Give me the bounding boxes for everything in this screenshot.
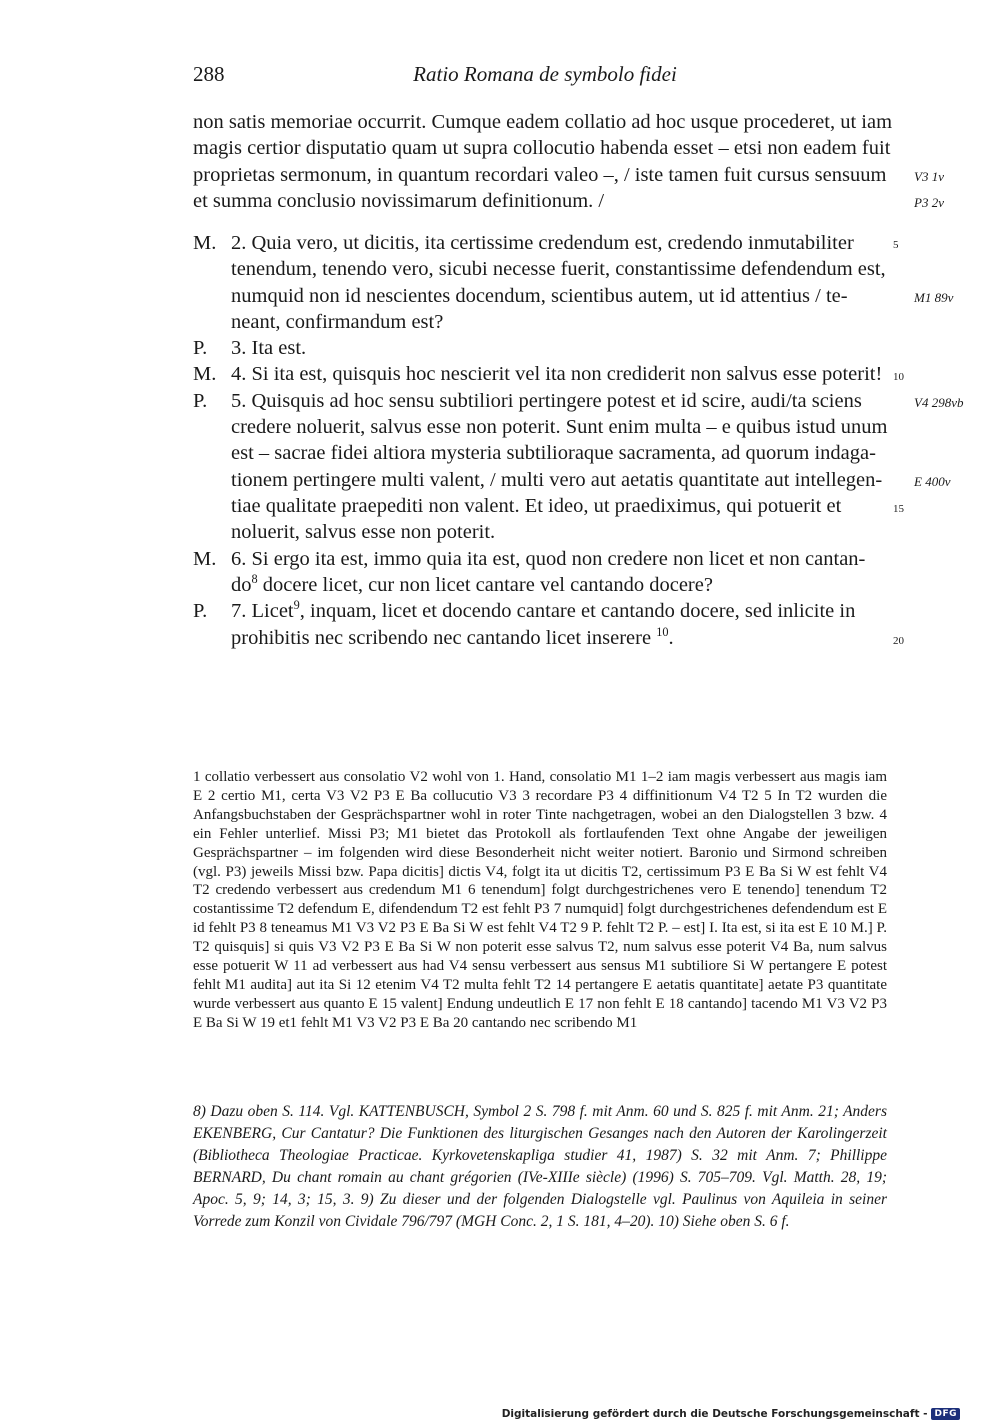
text-line: 2. Quia vero, ut dicitis, ita certissime credendum est, credendo inmutabiliter — [231, 232, 854, 254]
text-line: 3. Ita est. — [231, 337, 307, 359]
text-fragment: prohibitis nec scribendo nec cantando licet inserere — [231, 627, 652, 649]
speaker-label: P. — [193, 600, 208, 622]
footnote-marker: 10 — [656, 625, 669, 640]
text-line: est – sacrae fidei altiora mysteria subtilioraque sacramenta, ad quorum indaga- — [231, 442, 876, 464]
digitization-credit — [502, 1408, 960, 1420]
text-fragment: , inquam, licet et docendo cantare et cantando docere, sed inlicite in — [299, 600, 856, 622]
line-number: 15 — [893, 503, 904, 515]
speaker-label: M. — [193, 232, 217, 254]
line-number: 10 — [893, 371, 904, 383]
text-line: credere noluerit, salvus esse non poterit. Sunt enim multa – e quibus istud unum — [231, 416, 888, 438]
footnote-marker: 9 — [293, 598, 300, 613]
speaker-label: M. — [193, 548, 217, 570]
text-line: numquid non id nescientes docendum, scientibus autem, ut id attentius / te- — [231, 285, 848, 307]
line-number: 5 — [893, 239, 899, 251]
margin-reference: V3 1v — [914, 169, 944, 184]
critical-apparatus: 1 collatio verbessert aus consolatio V2 wohl von 1. Hand, consolatio M1 1–2 iam magis verbessert aus magis iam E 2 certio M1, certa V3 V2 P3 E Ba collucutio V3 3 recordare P3 4 diffinitionum V4 T2 5 In T2 wurden die Anfangsbuchstaben der Gesprächspartner wohl in roter Tinte nachgetragen, wobei an den Dialogstellen 3 bzw. 4 ein Fehler unterlief. Missi P3; M1 bietet das Protokoll als fortlaufenden Text ohne Angabe der jeweiligen Gesprächspartner – im folgenden wird diese Besonderheit nicht weiter notiert. Baronio und Sirmond schreiben (vgl. P3) jeweils Missi bzw. Papa dicitis] dictis V4, folgt ita ut dicitis T2, certissimum P3 E Ba Si W est fehlt V4 T2 credendo verbessert aus credendum M1 6 tenendum] folgt durchgestrichenes vero E tenendo] tenendum T2 costantissime T2 defendum E, difendendum T2 est fehlt P3 7 numquid] folgt durchgestrichenes defendendum est E id fehlt P3 8 teneamus M1 V3 V2 P3 E Ba Si W est fehlt V4 T2 9 P. fehlt T2 P. – est] I. Ita est, si ita est E 10 M.] P. T2 quisquis] si quis V3 V2 P3 E Ba Si W non poterit esse salvus T2, num salvus esse poterit V4 Ba, num salvus esse potuerit W 11 ad verbessert aus had V4 sensu verbessert aus sensus M1 subtiliore Si W pertangere E potest fehlt M1 audita] aut ita Si 12 etenim V4 T2 multa fehlt T2 14 pertangere E aetatis quantitate] aetate P3 quantitate wurde verbessert aus quanto E 15 valent] Endung undeutlich E 17 non fehlt E 18 cantando] tacendo M1 V3 V2 P3 E Ba Si W 19 et1 fehlt M1 V3 V2 P3 E Ba 20 cantando nec scribendo M1 — [193, 769, 887, 1031]
page-number: 288 — [193, 62, 225, 86]
dfg-logo: DFG — [931, 1408, 960, 1420]
credit-text: Digitalisierung gefördert durch die Deutsche Forschungsgemeinschaft - — [501, 1408, 928, 1420]
text-fragment: . — [668, 627, 674, 649]
footnote-marker: 8 — [251, 572, 258, 587]
speaker-label: M. — [193, 363, 217, 385]
footnotes: 8) Dazu oben S. 114. Vgl. KATTENBUSCH, Symbol 2 S. 798 f. mit Anm. 60 und S. 825 f. mit Anm. 21; Anders EKENBERG, Cur Cantatur? Die Funktionen des liturgischen Gesanges nach den Autoren der Karolingerzeit (Bibliotheca Theologiae Practicae. Kyrkovetenskapliga studier 41, 1987) S. 32 mit Anm. 7; Phillippe BERNARD, Du chant romain au chant grégorien (IVe-XIIIe siècle) (1996) S. 705–709. Vgl. Matth. 28, 19; Apoc. 5, 9; 14, 3; 15, 3. 9) Zu dieser und der folgenden Dialogstelle vgl. Paulinus von Aquileia in seiner Vorrede zum Konzil von Cividale 796/797 (MGH Conc. 2, 1 S. 181, 4–20). 10) Siehe oben S. 6 f. — [193, 1103, 887, 1230]
text-line: non satis memoriae occurrit. Cumque eadem collatio ad hoc usque procederet, ut iam — [193, 111, 893, 133]
text-line: tenendum, tenendo vero, sicubi necesse fuerit, constantissime defendendum est, — [231, 258, 886, 280]
text-line: 5. Quisquis ad hoc sensu subtiliori pertingere potest et id scire, audi/ta sciens — [231, 390, 862, 412]
running-title: Ratio Romana de symbolo fidei — [413, 62, 677, 86]
speaker-label: P. — [193, 337, 208, 359]
text-line: neant, confirmandum est? — [231, 311, 444, 333]
margin-reference: E 400v — [914, 474, 951, 489]
text-line — [231, 599, 855, 623]
speaker-label: P. — [193, 390, 208, 412]
text-line: 6. Si ergo ita est, immo quia ita est, quod non credere non licet et non cantan- — [231, 548, 866, 570]
line-number: 20 — [893, 635, 904, 647]
text-line: tionem pertingere multi valent, / multi vero aut aetatis quantitate aut intellegen- — [231, 469, 883, 491]
margin-reference: V4 298vb — [914, 395, 964, 410]
text-line: proprietas sermonum, in quantum recordari valeo –, / iste tamen fuit cursus sensuum — [193, 164, 887, 186]
text-fragment: docere licet, cur non licet cantare vel cantando docere? — [262, 574, 713, 596]
text-fragment: do — [231, 574, 252, 596]
text-line: tiae qualitate praepediti non valent. Et ideo, ut praediximus, qui potuerit et — [231, 495, 842, 517]
margin-reference: M1 89v — [914, 290, 954, 305]
text-line: noluerit, salvus esse non poterit. — [231, 521, 496, 543]
text-line — [231, 626, 674, 650]
margin-reference: P3 2v — [914, 195, 944, 210]
text-line: magis certior disputatio quam ut supra collocutio habenda esset – etsi non eadem fuit — [193, 137, 891, 159]
text-fragment: 7. Licet — [231, 600, 294, 622]
text-line — [231, 573, 713, 597]
text-line: 4. Si ita est, quisquis hoc nescierit vel ita non crediderit non salvus esse poterit! — [231, 363, 883, 385]
text-line: et summa conclusio novissimarum definitionum. / — [193, 190, 605, 212]
